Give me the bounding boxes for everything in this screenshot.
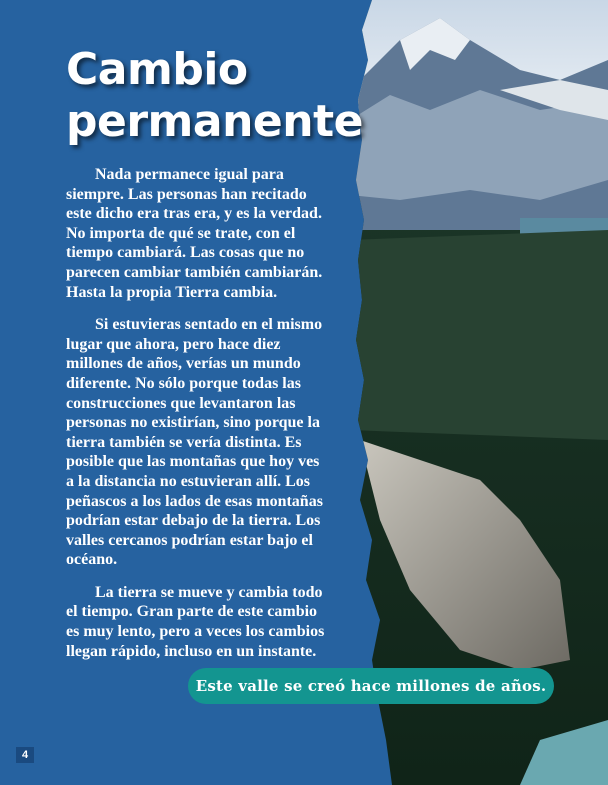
text-line: millones de años, verías un mundo	[66, 355, 301, 373]
text-line: personas no existirían, sino porque la	[66, 414, 320, 432]
text-line: el tiempo. Gran parte de este cambio	[66, 603, 318, 621]
text-line: océano.	[66, 551, 118, 569]
paragraph	[66, 315, 366, 570]
text-line: posible que las montañas que hoy ves	[66, 453, 320, 471]
text-line: Nada permanece igual para	[95, 166, 284, 183]
photo-caption: Este valle se creó hace millones de años.	[188, 668, 554, 704]
title-line: permanente	[66, 96, 363, 147]
text-line: podrían estar debajo de la tierra. Los	[66, 512, 321, 530]
text-line: lugar que ahora, pero hace diez	[66, 335, 281, 353]
text-line: Hasta la propia Tierra cambia.	[66, 283, 278, 301]
paragraph	[66, 165, 366, 302]
paragraph	[66, 583, 366, 661]
text-line: diferente. No sólo porque todas las	[66, 374, 301, 392]
page-title	[66, 44, 363, 148]
text-line: peñascos a los lados de esas montañas	[66, 492, 323, 510]
text-line: Si estuvieras sentado en el mismo	[95, 316, 323, 334]
text-line: construcciones que levantaron las	[66, 394, 296, 412]
text-line: es muy lento, pero a veces los cambios	[66, 623, 325, 641]
text-line: tiempo cambiará. Las cosas que no	[66, 244, 305, 262]
text-line: valles cercanos podrían estar bajo el	[66, 531, 313, 549]
text-line: tierra también se vería distinta. Es	[66, 433, 302, 451]
text-line: llegan rápido, incluso en un instante.	[66, 642, 317, 660]
text-line: a la distancia no estuvieran allí. Los	[66, 472, 311, 490]
text-line: No importa de qué se trate, con el	[66, 224, 296, 242]
text-line: La tierra se mueve y cambia todo	[95, 583, 323, 601]
text-line: siempre. Las personas han recitado	[66, 185, 307, 203]
page-number: 4	[16, 747, 34, 763]
title-line: Cambio	[66, 44, 248, 95]
text-line: este dicho era tras era, y es la verdad.	[66, 205, 322, 223]
body-text	[66, 165, 366, 674]
text-line: parecen cambiar también cambiarán.	[66, 263, 323, 281]
